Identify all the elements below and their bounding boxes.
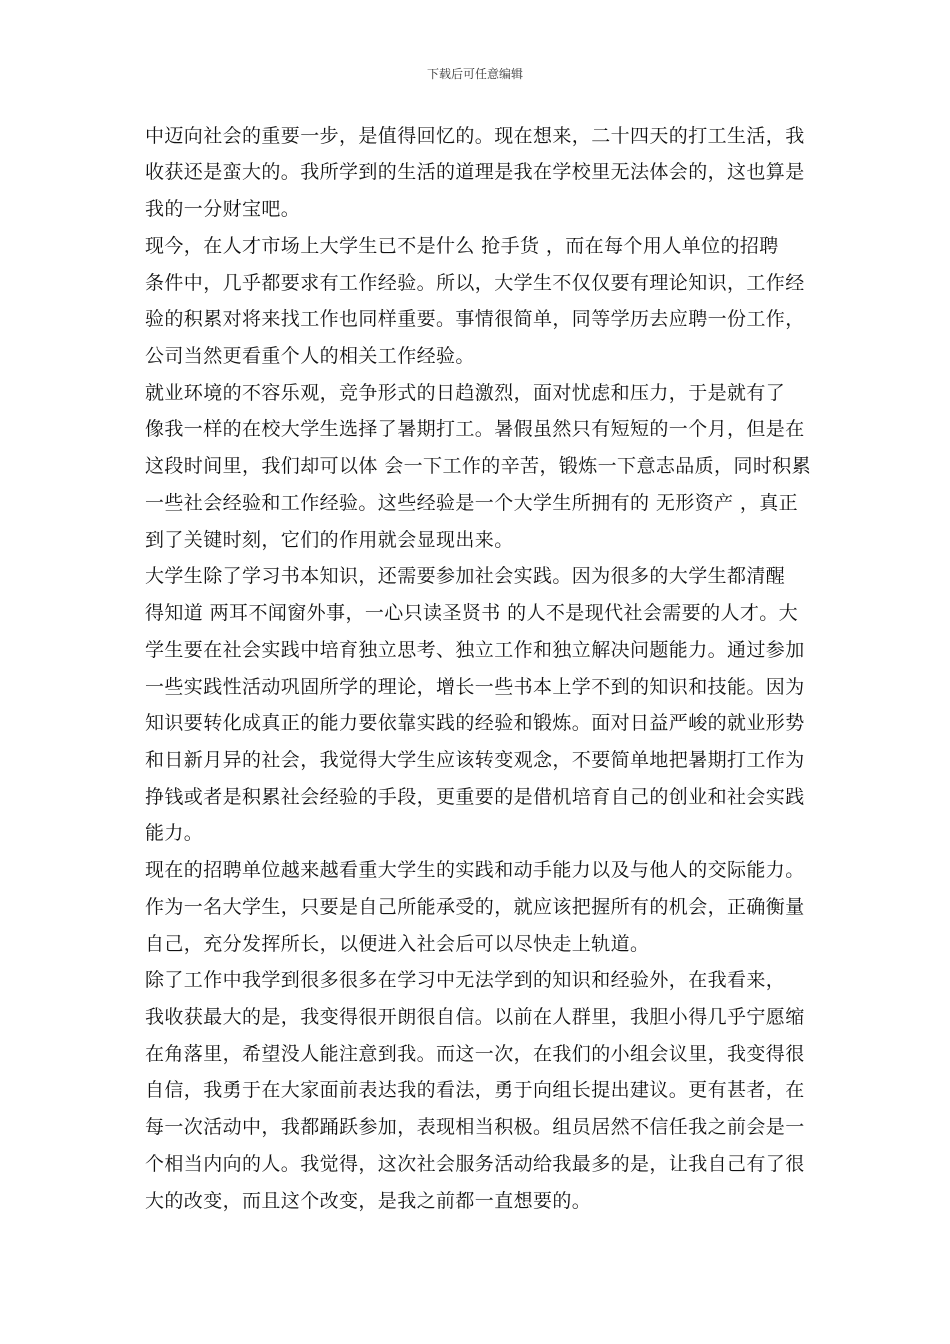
text-line: 中迈向社会的重要一步，是值得回忆的。现在想来，二十四天的打工生活，我 [145,125,805,147]
text-line: 得知道 两耳不闻窗外事，一心只读圣贤书 的人不是现代社会需要的人才。大 [145,602,799,624]
text-line: 就业环境的不容乐观，竞争形式的日趋激烈，面对忧虑和压力，于是就有了 [145,382,786,404]
text-line: 条件中，几乎都要求有工作经验。所以，大学生不仅仅要有理论知识，工作经 [145,272,805,294]
text-line: 在角落里，希望没人能注意到我。而这一次，在我们的小组会议里，我变得很 [145,1043,805,1065]
text-line: 个相当内向的人。我觉得，这次社会服务活动给我最多的是，让我自己有了很 [145,1153,805,1175]
text-line: 和日新月异的社会，我觉得大学生应该转变观念，不要简单地把暑期打工作为 [145,749,805,771]
text-line: 大学生除了学习书本知识，还需要参加社会实践。因为很多的大学生都清醒 [145,565,786,587]
text-line: 一些实践性活动巩固所学的理论，增长一些书本上学不到的知识和技能。因为 [145,676,805,698]
text-line: 学生要在社会实践中培育独立思考、独立工作和独立解决问题能力。通过参加 [145,639,805,661]
text-line: 收获还是蛮大的。我所学到的生活的道理是我在学校里无法体会的，这也算是 [145,161,805,183]
text-line: 现今，在人才市场上大学生已不是什么 抢手货 ，而在每个用人单位的招聘 [145,235,779,257]
text-line: 挣钱或者是积累社会经验的手段，更重要的是借机培育自己的创业和社会实践 [145,786,805,808]
text-line: 自己，充分发挥所长，以便进入社会后可以尽快走上轨道。 [145,933,650,955]
text-line: 我的一分财宝吧。 [145,198,301,220]
text-line: 验的积累对将来找工作也同样重要。事情很简单，同等学历去应聘一份工作， [145,308,805,330]
text-line: 这段时间里，我们却可以体 会一下工作的辛苦，锻炼一下意志品质，同时积累 [145,455,812,477]
text-line: 自信，我勇于在大家面前表达我的看法，勇于向组长提出建议。更有甚者，在 [145,1079,805,1101]
text-line: 大的改变，而且这个改变，是我之前都一直想要的。 [145,1190,592,1212]
text-line: 作为一名大学生，只要是自己所能承受的，就应该把握所有的机会，正确衡量 [145,896,805,918]
page-header: 下载后可任意编辑 [426,67,523,81]
text-line: 公司当然更看重个人的相关工作经验。 [145,345,475,367]
text-line: 每一次活动中，我都踊跃参加，表现相当积极。组员居然不信任我之前会是一 [145,1116,805,1138]
text-line: 到了关键时刻，它们的作用就会显现出来。 [145,529,514,551]
text-line: 我收获最大的是，我变得很开朗很自信。以前在人群里，我胆小得几乎宁愿缩 [145,1006,805,1028]
text-line: 除了工作中我学到很多很多在学习中无法学到的知识和经验外，在我看来， [145,969,786,991]
text-line: 现在的招聘单位越来越看重大学生的实践和动手能力以及与他人的交际能力。 [145,859,805,881]
text-line: 像我一样的在校大学生选择了暑期打工。暑假虽然只有短短的一个月，但是在 [145,418,805,440]
text-line: 能力。 [145,822,204,844]
text-line: 知识要转化成真正的能力要依靠实践的经验和锻炼。面对日益严峻的就业形势 [145,712,805,734]
text-line: 一些社会经验和工作经验。这些经验是一个大学生所拥有的 无形资产 ，真正 [145,492,799,514]
